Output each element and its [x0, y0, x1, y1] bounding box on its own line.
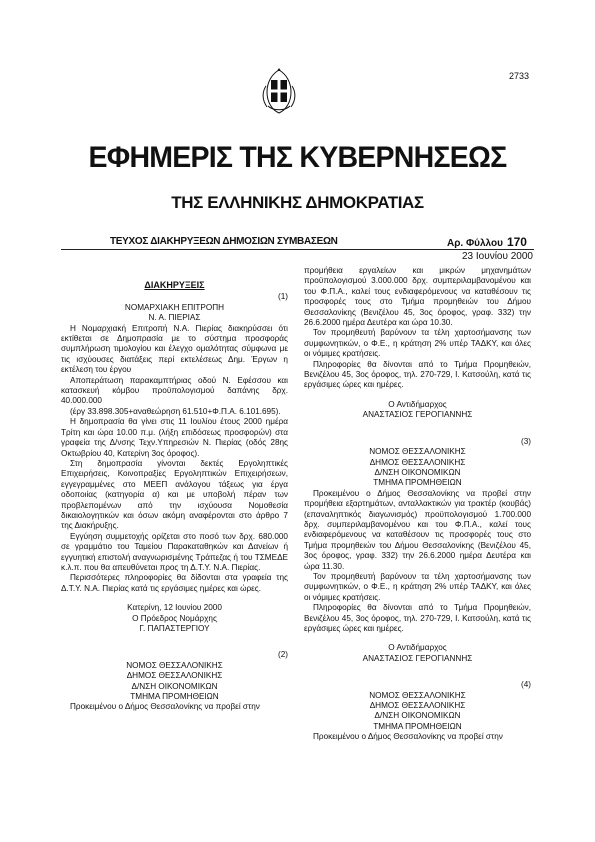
paragraph: προμήθεια εργαλείων και μικρών μηχανημάτων προϋπολογισμού 3.000.000 δρχ. συμπεριλαμβανομένου και του Φ.Π.Α., καλεί τους ενδιαφερόμενους να καταθέσουν τις προσφορές τους στο Τμήμα προμηθειών του Δήμου Θεσσαλονίκης (Βενιζέλου 45, 3ος όροφος, γραφ. 332) την 26.6.2000 ημέρα Δευτέρα και ώρα 10.30. — [304, 266, 531, 328]
paragraph: Πληροφορίες θα δίνονται από το Τμήμα Προμηθειών, Βενιζέλου 45, 3ος όροφος, τηλ. 270-729, Ι. Κατσούλη, κατά τις εργάσιμες ώρες και ημέρες. — [304, 359, 531, 390]
authority-line: ΝΟΜΑΡΧΙΑΚΗ ΕΠΙΤΡΟΠΗ — [124, 302, 225, 312]
authority-line: ΝΟΜΟΣ ΘΕΣΣΑΛΟΝΙΚΗΣ — [369, 447, 466, 457]
sheet-label: Αρ. Φύλλου — [447, 238, 503, 249]
authority-line: ΔΗΜΟΣ ΘΕΣΣΑΛΟΝΙΚΗΣ — [369, 457, 466, 467]
right-column — [304, 266, 531, 743]
paragraph: (έργ 33.898.305+αναθεώρηση 61.510+Φ.Π.Α. 6.101.695). — [70, 406, 281, 416]
authority-line: ΤΜΗΜΑ ΠΡΟΜΗΘΕΙΩΝ — [130, 692, 219, 702]
signatory-name: ΑΝΑΣΤΑΣΙΟΣ ΓΕΡΟΓΙΑΝΝΗΣ — [362, 653, 473, 663]
sheet-number-value: 170 — [506, 235, 527, 249]
authority-line: ΝΟΜΟΣ ΘΕΣΣΑΛΟΝΙΚΗΣ — [126, 660, 223, 670]
issue-date: 23 Ιουνίου 2000 — [462, 251, 533, 262]
authority-line: ΤΜΗΜΑ ΠΡΟΜΗΘΕΙΩΝ — [373, 478, 462, 488]
paragraph: Η Νομαρχιακή Επιτροπή Ν.Α. Πιερίας διακηρύσσει ότι εκτίθεται σε Δημοπρασία με το σύστημα προσφοράς συμπλήρωση τιμολογίου και έλεγχο ομαλότητας σύμφωνα με τις ισχύουσες διατάξεις περί εκτελέσεως Δημ. Έργων η εκτέλεση του έργου — [61, 323, 288, 375]
gazette-title: ΕΦΗΜΕΡΙΣ ΤΗΣ ΚΥΒΕΡΝΗΣΕΩΣ — [88, 141, 507, 174]
notice-number: (1) — [277, 292, 288, 302]
sheet-number — [447, 235, 527, 249]
authority-line: ΝΟΜΟΣ ΘΕΣΣΑΛΟΝΙΚΗΣ — [369, 690, 466, 700]
greek-coat-of-arms-emblem — [259, 66, 299, 116]
authority-line: Δ/ΝΣΗ ΟΙΚΟΝΟΜΙΚΩΝ — [374, 711, 461, 721]
paragraph: Προκειμένου ο Δήμος Θεσσαλονίκης να προβεί στην προμήθεια εξαρτημάτων, ανταλλακτικών για τρακτέρ (κουβάς) (επαναληπτικός διαγωνισμός) προϋπολογισμού 1.700.000 δρχ. συμπεριλαμβανομένου και του Φ.Π.Α., καλεί τους ενδιαφερόμενους να καταθέσουν τις προσφορές τους στο Τμήμα προμηθειών του Δήμου Θεσσαλονίκης (Βενιζέλου 45, 3ος όροφος, γραφ. 332) την 26.6.2000 ημέρα Δευτέρα και ώρα 11.30. — [304, 488, 531, 571]
notice-number: (3) — [520, 436, 531, 446]
authority-line: ΔΗΜΟΣ ΘΕΣΣΑΛΟΝΙΚΗΣ — [369, 701, 466, 711]
signatory-role: Ο Αντιδήμαρχος — [388, 643, 447, 653]
signatory-name: ΑΝΑΣΤΑΣΙΟΣ ΓΕΡΟΓΙΑΝΝΗΣ — [362, 410, 473, 420]
gazette-subtitle: ΤΗΣ ΕΛΛΗΝΙΚΗΣ ΔΗΜΟΚΡΑΤΙΑΣ — [171, 193, 424, 212]
signatory-role: Ο Πρόεδρος Νομάρχης — [132, 613, 217, 623]
notice-number: (4) — [520, 680, 531, 690]
paragraph: Τον προμηθευτή βαρύνουν τα τέλη χαρτοσήμανσης των συμφωνητικών, ο Φ.Ε., η κράτηση 2% υπέρ ΤΑΔΚΥ, και όλες οι νόμιμες κρατήσεις. — [304, 328, 531, 359]
paragraph: Προκειμένου ο Δήμος Θεσσαλονίκης να προβεί στην — [313, 732, 503, 742]
authority-line: ΤΜΗΜΑ ΠΡΟΜΗΘΕΙΩΝ — [373, 721, 462, 731]
signatory-name: Γ. ΠΑΠΑΣΤΕΡΓΙΟΥ — [139, 624, 210, 633]
authority-line: Δ/ΝΣΗ ΟΙΚΟΝΟΜΙΚΩΝ — [131, 681, 218, 691]
paragraph: Προκειμένου ο Δήμος Θεσσαλονίκης να προβεί στην — [70, 702, 260, 712]
place-date: Κατερίνη, 12 Ιουνίου 2000 — [127, 603, 222, 613]
header-rule — [61, 249, 534, 250]
paragraph: Τον προμηθευτή βαρύνουν τα τέλη χαρτοσήμανσης των συμφωνητικών, ο Φ.Ε., η κράτηση 2% υπέρ ΤΑΔΚΥ, και όλες οι νόμιμες κρατήσεις. — [304, 571, 531, 602]
issue-type: ΤΕΥΧΟΣ ΔΙΑΚΗΡΥΞΕΩΝ ΔΗΜΟΣΙΩΝ ΣΥΜΒΑΣΕΩΝ — [110, 236, 338, 247]
paragraph: Περισσότερες πληροφορίες θα δίδονται στα γραφεία της Δ.Τ.Υ. Ν.Α. Πιερίας κατά τις εργάσιμες ημέρες και ώρες. — [61, 573, 288, 593]
paragraph: Στη δημοπρασία γίνονται δεκτές Εργοληπτικές Επιχειρήσεις, Κοινοπραξίες Εργοληπτικών Επιχειρήσεων, εγγεγραμμένες στο ΜΕΕΠ ανάλογου τάξεως για έργα οδοποιίας (κατηγορία α) και με υποβολή πέραν των προβλεπομένων από την ισχύουσα Νομοθεσία δικαιολογητικών και όσων ακόμη αναφέρονται στο άρθρο 7 της Διακήρυξης. — [61, 458, 288, 531]
paragraph: Η δημοπρασία θα γίνει στις 11 Ιουλίου έτους 2000 ημέρα Τρίτη και ώρα 10.00 π.μ. (λήξη επιδόσεως προσφορών) στα γραφεία της Δ/νσης Τεχν.Υπηρεσιών Ν. Πιερίας (οδός 28ης Οκτωβρίου 40, Κατερίνη 3ος όροφος). — [61, 417, 288, 458]
section-heading: ΔΙΑΚΗΡΥΞΕΙΣ — [144, 280, 205, 290]
paragraph: Πληροφορίες θα δίνονται από το Τμήμα Προμηθειών, Βενιζέλου 45, 3ος όροφος, τηλ. 270-729, Ι. Κατσούλη, κατά τις εργάσιμες ώρες και ημέρες. — [304, 603, 531, 633]
notice-number: (2) — [277, 650, 288, 660]
authority-line: Δ/ΝΣΗ ΟΙΚΟΝΟΜΙΚΩΝ — [374, 467, 461, 477]
paragraph: Εγγύηση συμμετοχής ορίζεται στο ποσό των δρχ. 680.000 σε γραμμάτιο του Ταμείου Παρακαταθηκών και Δανείων ή εγγυητική επιστολή αναγνωρισμένης Τράπεζας ή του ΤΣΜΕΔΕ κ.λ.π. που θα απευθύνεται προς τη Δ.Τ.Υ. Ν.Α. Πιερίας. — [61, 531, 288, 572]
signatory-role: Ο Αντιδήμαρχος — [388, 399, 447, 409]
left-column — [61, 280, 288, 713]
authority-line: Ν. Α. ΠΙΕΡΙΑΣ — [148, 313, 201, 323]
authority-line: ΔΗΜΟΣ ΘΕΣΣΑΛΟΝΙΚΗΣ — [126, 671, 223, 681]
page-number: 2733 — [509, 71, 530, 81]
paragraph: Αποπεράτωση παρακαμπτήριας οδού Ν. Εφέσσου και κατασκευή κόμβου προϋπολογισμού δαπάνης δρχ. 40.000.000 — [61, 375, 288, 406]
